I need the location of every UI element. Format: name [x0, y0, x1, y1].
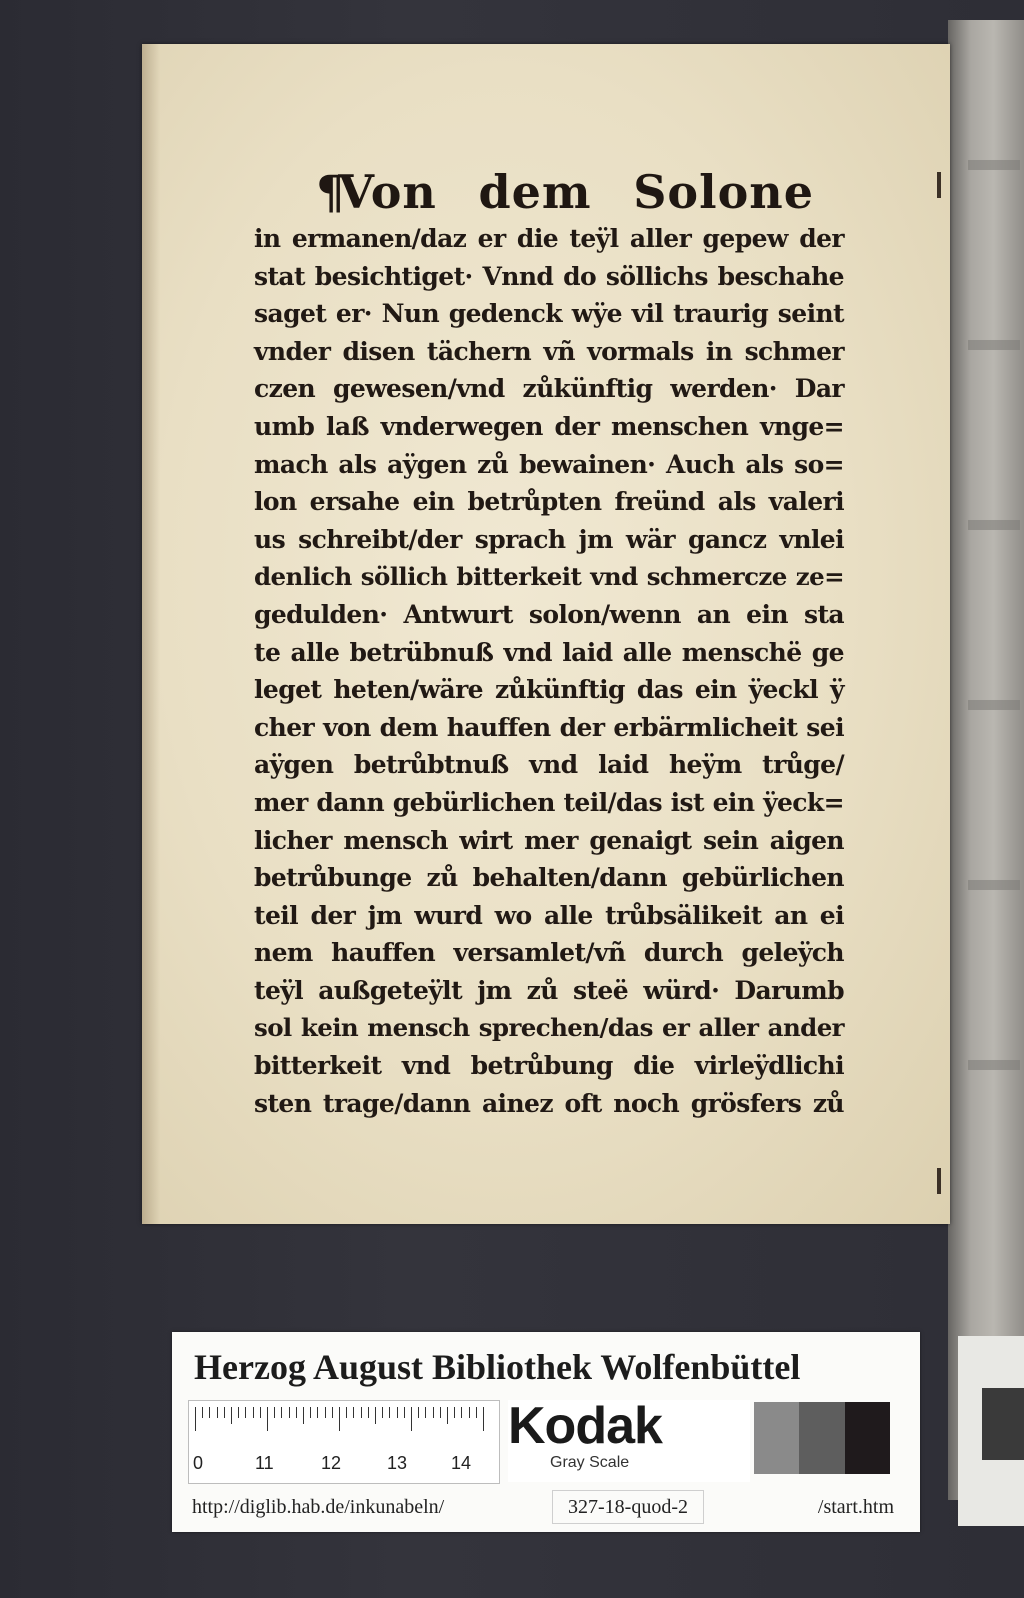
gray-patch-mid — [799, 1402, 844, 1474]
ruler-tick — [245, 1407, 246, 1418]
heading-word-1: ¶Von — [316, 165, 437, 219]
facing-page-text-trace — [968, 700, 1020, 710]
facing-page-edge — [948, 20, 1024, 1500]
heading-word-3: Solone — [633, 165, 814, 219]
gray-patches — [754, 1402, 890, 1474]
ruler-label: 14 — [451, 1453, 472, 1473]
measurement-ruler — [188, 1400, 500, 1484]
gray-patch-dark — [845, 1402, 890, 1474]
text-line: sten trage/dann ainez oft noch grösfers zů — [254, 1088, 844, 1118]
ruler-tick — [476, 1407, 477, 1418]
ruler-tick — [397, 1407, 398, 1418]
text-line: vnder disen tächern vñ vormals in schmer — [254, 336, 844, 366]
ruler-tick — [447, 1407, 448, 1424]
text-line: umb laß vnderwegen der menschen vnge= — [254, 411, 844, 441]
leaf-edge-mark — [937, 1168, 941, 1194]
ruler-tick — [483, 1407, 484, 1431]
ruler-label: 0 — [193, 1453, 204, 1473]
ruler-tick — [368, 1407, 369, 1418]
library-calibration-card — [172, 1332, 920, 1532]
text-line: teil der jm wurd wo alle trůbsälikeit an ei — [254, 900, 844, 930]
ruler-tick — [260, 1407, 261, 1418]
ruler-tick — [209, 1407, 210, 1418]
ruler-tick — [231, 1407, 232, 1424]
text-line: gedulden· Antwurt solon/wenn an ein sta — [254, 599, 844, 629]
gray-scale-label: Gray Scale — [550, 1454, 630, 1471]
text-line: denlich söllich bitterkeit vnd schmercze ze= — [254, 562, 844, 592]
ruler-tick — [281, 1407, 282, 1418]
facing-page-text-trace — [968, 520, 1020, 530]
ruler-label: 12 — [321, 1453, 342, 1473]
ruler-tick — [440, 1407, 441, 1418]
text-line: in ermanen/daz er die teÿl aller gepew der — [254, 224, 844, 253]
text-line: te alle betrübnuß vnd laid alle menschë ge — [254, 637, 844, 667]
text-block — [254, 164, 844, 1122]
ruler-tick — [289, 1407, 290, 1418]
text-line: teÿl außgeteÿlt jm zů steë würd· Darumb — [254, 975, 844, 1005]
url-suffix: /start.htm — [817, 1496, 894, 1518]
ruler-tick — [310, 1407, 311, 1418]
ruler-tick — [253, 1407, 254, 1418]
text-line: aÿgen betrůbtnuß vnd laid heÿm trůge/ — [254, 750, 844, 780]
neighboring-card-patch — [982, 1388, 1024, 1460]
digital-library-url: http://diglib.hab.de/inkunabeln/ — [192, 1496, 445, 1518]
ruler-label: 11 — [255, 1453, 274, 1473]
leaf-edge-mark — [937, 172, 941, 198]
text-line: bitterkeit vnd betrůbung die virleÿdlichi — [254, 1051, 844, 1081]
text-line: sol kein mensch sprechen/das er aller ander — [254, 1013, 844, 1043]
pilcrow-mark: ¶ — [316, 165, 347, 219]
ruler-tick — [202, 1407, 203, 1418]
ruler-tick — [433, 1407, 434, 1418]
shelfmark: 327-18-quod-2 — [552, 1490, 704, 1524]
text-line: cher von dem hauffen der erbärmlicheit sei — [254, 712, 844, 742]
gray-patch-light — [754, 1402, 799, 1474]
printed-leaf — [142, 44, 950, 1224]
text-line: stat besichtiget· Vnnd do söllichs beschahe — [254, 261, 844, 291]
ruler-tick — [274, 1407, 275, 1418]
text-line: licher mensch wirt mer genaigt sein aigen — [254, 825, 844, 855]
ruler-tick — [361, 1407, 362, 1418]
ruler-tick — [217, 1407, 218, 1418]
heading-word-2: dem — [478, 165, 592, 219]
ruler-tick — [317, 1407, 318, 1418]
facing-page-text-trace — [968, 340, 1020, 350]
ruler-tick — [238, 1407, 239, 1418]
text-line: betrůbunge zů behalten/dann gebürlichen — [254, 863, 844, 893]
ruler-label: 13 — [387, 1453, 408, 1473]
ruler-tick — [375, 1407, 376, 1424]
ruler-tick — [325, 1407, 326, 1418]
chapter-heading — [254, 164, 844, 220]
library-name: Herzog August Bibliothek Wolfenbüttel — [194, 1347, 801, 1387]
body-text — [254, 220, 844, 1122]
ruler-tick — [195, 1407, 196, 1431]
ruler-tick — [353, 1407, 354, 1418]
text-line: mer dann gebürlichen teil/das ist ein ÿeck= — [254, 787, 844, 817]
neighboring-card-edge — [958, 1336, 1024, 1526]
ruler-tick — [454, 1407, 455, 1418]
facing-page-text-trace — [968, 880, 1020, 890]
ruler-tick — [411, 1407, 412, 1431]
ruler-tick — [389, 1407, 390, 1418]
ruler-tick — [404, 1407, 405, 1418]
ruler-tick — [469, 1407, 470, 1418]
text-line: us schreibt/der sprach jm wär gancz vnlei — [254, 524, 844, 554]
ruler-tick — [461, 1407, 462, 1418]
text-line: mach als aÿgen zů bewainen· Auch als so= — [254, 449, 844, 479]
ruler-labels — [189, 1453, 499, 1477]
text-line: czen gewesen/vnd zůkünftig werden· Dar — [254, 374, 844, 404]
ruler-tick — [346, 1407, 347, 1418]
text-line: saget er· Nun gedenck wÿe vil traurig seint — [254, 299, 844, 329]
ruler-tick — [303, 1407, 304, 1424]
text-line: lon ersahe ein betrůpten freünd als valeri — [254, 487, 844, 517]
facing-page-text-trace — [968, 160, 1020, 170]
ruler-ticks — [195, 1407, 491, 1431]
ruler-tick — [425, 1407, 426, 1418]
facing-page-text-trace — [968, 1060, 1020, 1070]
ruler-tick — [382, 1407, 383, 1418]
text-line: leget heten/wäre zůkünftig das ein ÿeckl ÿ — [254, 675, 844, 705]
text-line: nem hauffen versamlet/vñ durch geleÿch — [254, 938, 844, 968]
kodak-gray-scale — [508, 1397, 750, 1482]
kodak-logo: Kodak — [508, 1397, 662, 1455]
ruler-tick — [339, 1407, 340, 1431]
ruler-tick — [224, 1407, 225, 1418]
ruler-tick — [418, 1407, 419, 1418]
ruler-tick — [267, 1407, 268, 1431]
ruler-tick — [296, 1407, 297, 1418]
ruler-tick — [332, 1407, 333, 1418]
